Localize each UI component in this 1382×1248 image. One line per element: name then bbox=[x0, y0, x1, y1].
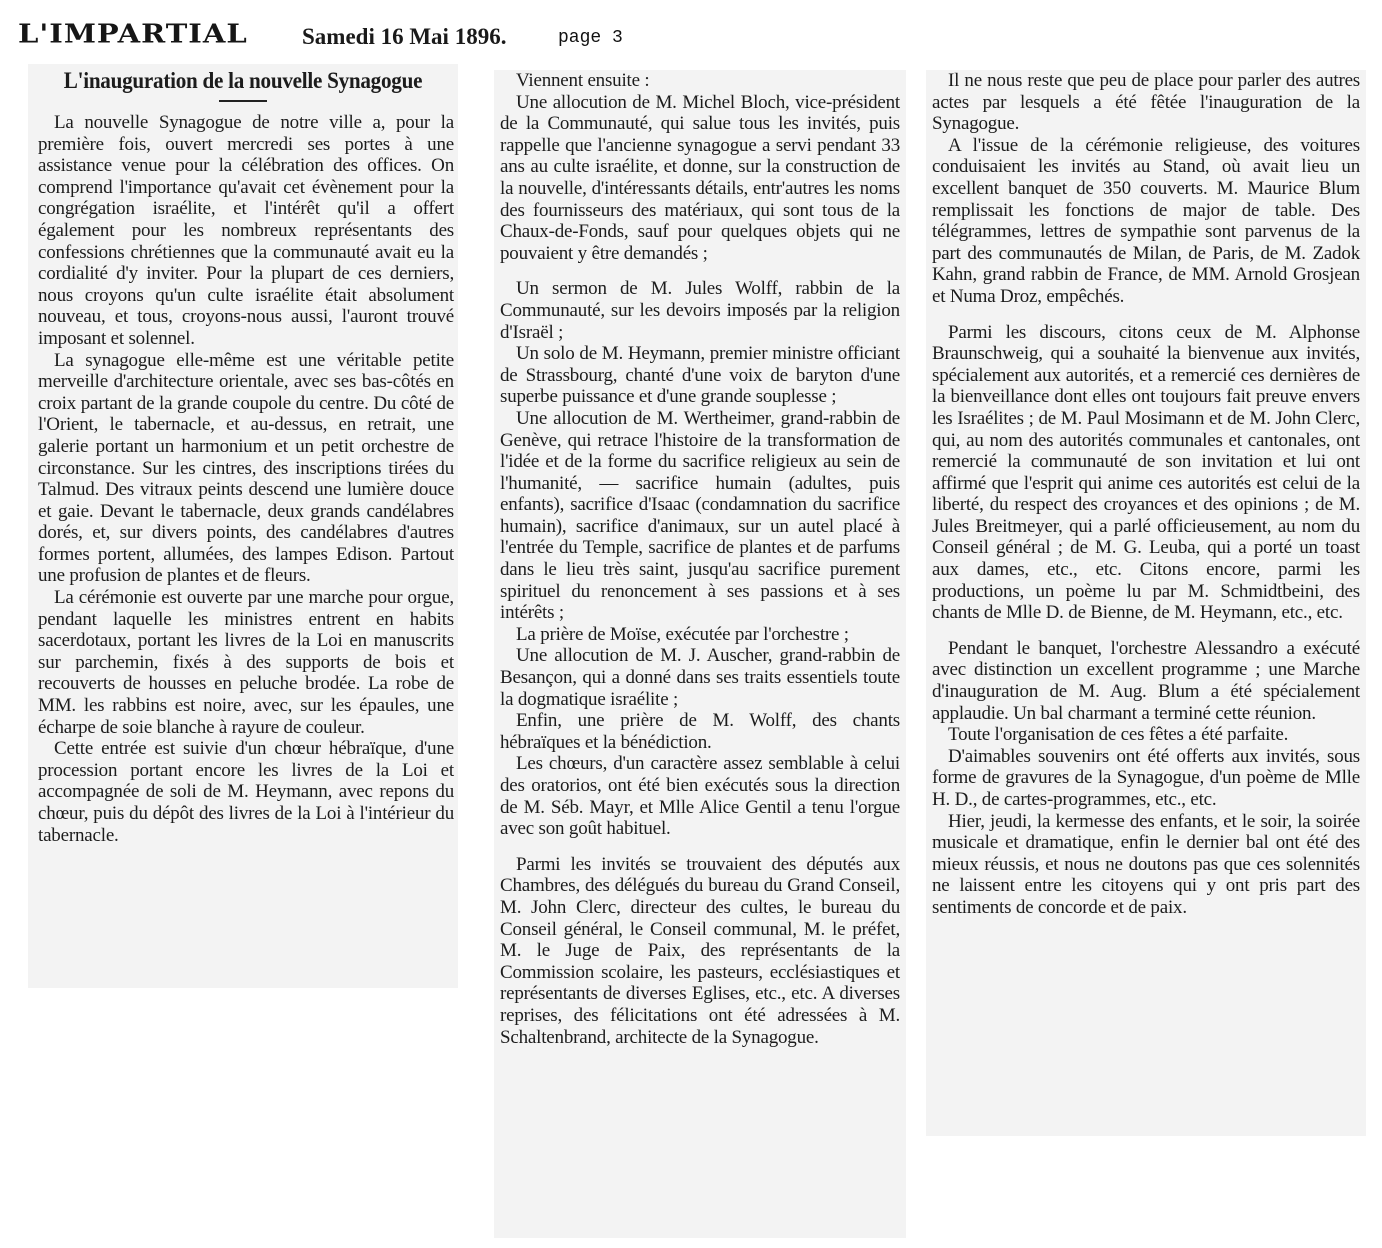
paragraph: Un sermon de M. Jules Wolff, rabbin de la Communauté, sur les devoirs imposés par la religion d'Israël ; bbox=[500, 278, 900, 343]
column-2 bbox=[494, 70, 906, 1238]
paragraph: Cette entrée est suivie d'un chœur hébraïque, d'une procession portant encore les livres de la Loi et accompagnée de soli de M. Heymann, avec repons du chœur, puis du dépôt des livres de la Loi à l'intérieur du tabernacle. bbox=[38, 738, 454, 846]
paragraph: Parmi les invités se trouvaient des députés aux Chambres, des délégués du bureau du Grand Conseil, M. John Clerc, directeur des cultes, le bureau du Conseil général, le Conseil communal, M. le préfet, M. le Juge de Paix, des représentants de la Commission scolaire, les pasteurs, ecclésiastiques et représentants de diverses Eglises, etc., etc. A diverses reprises, des félicitations ont été adressées à M. Schaltenbrand, architecte de la Synagogue. bbox=[500, 853, 900, 1048]
paragraph: Viennent ensuite : bbox=[516, 70, 650, 91]
column-3 bbox=[926, 70, 1366, 1136]
title-divider bbox=[219, 100, 267, 102]
article-title: L'inauguration de la nouvelle Synagogue bbox=[63, 68, 423, 93]
newspaper-masthead: L'IMPARTIAL bbox=[18, 18, 248, 49]
paragraph: A l'issue de la cérémonie religieuse, des voitures conduisaient les invités au Stand, où avait lieu un excellent banquet de 350 couverts. M. Maurice Blum remplissait les fonctions de major de table. Des télégrammes, lettres de sympathie sont parvenus de la part des communautés de Milan, de Paris, de M. Zadok Kahn, grand rabbin de France, de MM. Arnold Grosjean et Numa Droz, empêchés. bbox=[932, 134, 1360, 307]
paragraph: Une allocution de M. J. Auscher, grand-rabbin de Besançon, qui a donné dans ses traits essentiels toute la dogmatique israélite ; bbox=[500, 645, 900, 710]
paragraph: Les chœurs, d'un caractère assez semblable à celui des oratorios, ont été bien exécutés sous la direction de M. Séb. Mayr, et Mlle Alice Gentil a tenu l'orgue avec son goût habituel. bbox=[500, 753, 900, 840]
paragraph: Une allocution de M. Michel Bloch, vice-président de la Communauté, qui salue tous les invités, puis rappelle que l'ancienne synagogue a servi pendant 33 ans au culte israélite, et donne, sur la construction de la nouvelle, d'intéressants détails, entr'autres les noms des fournisseurs des matériaux, qui sont tous de la Chaux-de-Fonds, sauf pour quelques objets qui ne pouvaient y être demandés ; bbox=[500, 91, 900, 264]
paragraph: Pendant le banquet, l'orchestre Alessandro a exécuté avec distinction un excellent programme ; une Marche d'inauguration de M. Aug. Blum a été spécialement applaudie. Un bal charmant a terminé cette réunion. bbox=[932, 637, 1360, 724]
paragraph: Hier, jeudi, la kermesse des enfants, et le soir, la soirée musicale et dramatique, enfin le dernier bal ont été des mieux réussis, et nous ne doutons pas que ces solennités ne laissent entre les citoyens qui y ont pris part des sentiments de concorde et de paix. bbox=[932, 810, 1360, 918]
paragraph: Une allocution de M. Wertheimer, grand-rabbin de Genève, qui retrace l'histoire de la transformation de l'idée et de la forme du sacrifice religieux au sein de l'humanité, — sacrifice humain (adultes, puis enfants), sacrifice d'Isaac (condamnation du sacrifice humain), sacrifice d'animaux, sur un autel placé à l'entrée du Temple, sacrifice de plantes et de parfums dans le lieu très saint, jusqu'au sacrifice purement spirituel du renoncement à ses passions et à ses intérêts ; bbox=[500, 407, 900, 624]
paragraph: Toute l'organisation de ces fêtes a été parfaite. bbox=[948, 724, 1289, 746]
column-1 bbox=[28, 64, 458, 988]
column-1-body bbox=[28, 112, 458, 846]
paragraph: Un solo de M. Heymann, premier ministre officiant de Strassbourg, chanté d'une voix de baryton d'une superbe puissance et d'une grande souplesse ; bbox=[500, 343, 900, 408]
paragraph: La nouvelle Synagogue de notre ville a, pour la première fois, ouvert mercredi ses portes à une assistance venue pour la célébration des offices. On comprend l'importance qu'avait cet évènement pour la congrégation israélite, et l'intérêt qu'il a offert également pour les nombreux représentants des confessions chrétiennes que la communauté avait eu la cordialité d'y inviter. Pour la plupart de ces derniers, nous croyons qu'un culte israélite était absolument nouveau, et tous, croyons-nous aussi, l'auront trouvé imposant et solennel. bbox=[38, 112, 454, 349]
paragraph: Enfin, une prière de M. Wolff, des chants hébraïques et la bénédiction. bbox=[500, 710, 900, 753]
paragraph: La synagogue elle-même est une véritable petite merveille d'architecture orientale, avec ses bas-côtés en croix partant de la grande coupole du centre. Du côté de l'Orient, le tabernacle, et au-dessus, en retrait, une galerie portant un harmonium et un petit orchestre de circonstance. Sur les cintres, des inscriptions tirées du Talmud. Des vitraux peints descend une lumière douce et gaie. Devant le tabernacle, deux grands candélabres dorés, et, sur divers points, des candélabres d'autres formes portent, allumées, des lampes Edison. Partout une profusion de plantes et de fleurs. bbox=[38, 349, 454, 587]
paragraph: D'aimables souvenirs ont été offerts aux invités, sous forme de gravures de la Synagogue, d'un poème de Mlle H. D., de cartes-programmes, etc., etc. bbox=[932, 745, 1360, 810]
page-number: page 3 bbox=[558, 28, 623, 48]
page-header bbox=[0, 0, 1382, 66]
paragraph: La prière de Moïse, exécutée par l'orchestre ; bbox=[516, 623, 849, 645]
column-3-body bbox=[926, 70, 1366, 919]
issue-date: Samedi 16 Mai 1896. bbox=[302, 24, 507, 49]
column-2-body bbox=[494, 70, 906, 1048]
paragraph: Il ne nous reste que peu de place pour parler des autres actes par lesquels a été fêtée l'inauguration de la Synagogue. bbox=[932, 70, 1360, 135]
paragraph: Parmi les discours, citons ceux de M. Alphonse Braunschweig, qui a souhaité la bienvenue aux invités, spécialement aux autorités, et a remercié ces dernières de la bienveillance dont elles ont toujours fait preuve envers les Israélites ; de M. Paul Mosimann et de M. John Clerc, qui, au nom des autorités communales et cantonales, ont remercié la communauté de son invitation et lui ont affirmé que l'esprit qui anime ces autorités est celui de la liberté, du respect des croyances et des opinions ; de M. Jules Breitmeyer, qui a parlé officieusement, au nom du Conseil général ; de M. G. Leuba, qui a porté un toast aux dames, etc., etc. Citons encore, parmi les productions, un poème lu par M. Schmidtbeini, des chants de Mlle D. de Bienne, de M. Heymann, etc., etc. bbox=[932, 321, 1360, 624]
paragraph: La cérémonie est ouverte par une marche pour orgue, pendant laquelle les ministres entrent en habits sacerdotaux, portant les livres de la Loi en manuscrits sur parchemin, fixés à des supports de bois et recouverts de housses en peluche brodée. La robe de MM. les rabbins est noire, avec, sur les épaules, une écharpe de soie blanche à rayure de couleur. bbox=[38, 587, 454, 738]
